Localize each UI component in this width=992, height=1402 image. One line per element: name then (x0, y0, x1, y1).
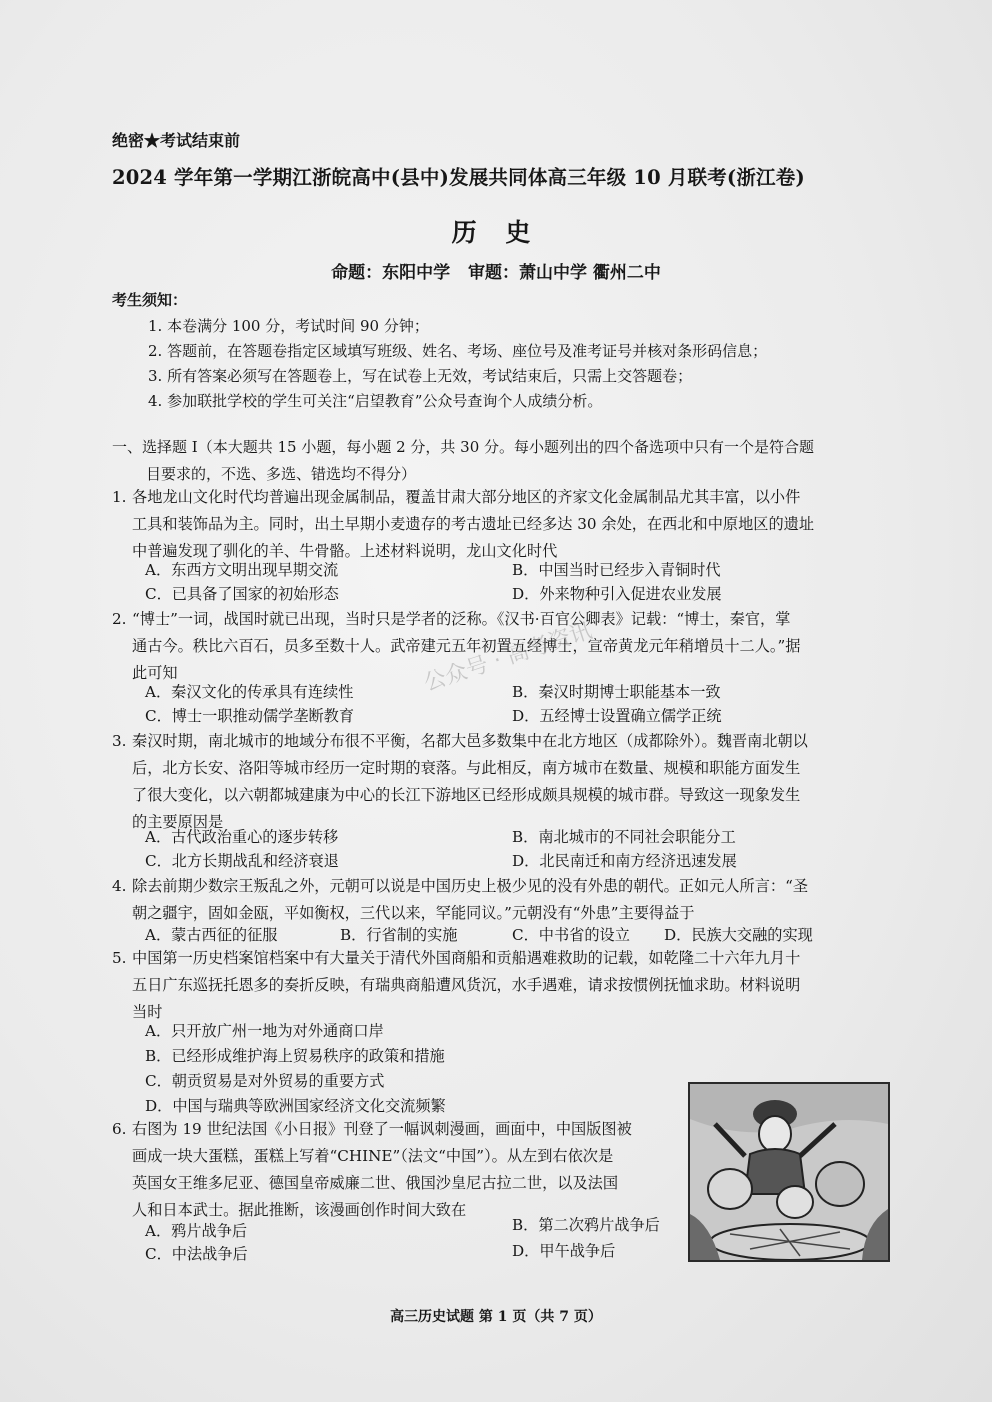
page-footer: 高三历史试题 第 1 页（共 7 页） (390, 1309, 602, 1325)
cartoon-illustration (690, 1084, 888, 1260)
watermark: 公众号 · 高考资讯 (421, 618, 596, 697)
option-a: A．古代政治重心的逐步转移 (145, 828, 339, 846)
question-text: 工具和装饰品为主。同时，出土早期小麦遗存的考古遗址已经多达 30 余处，在西北和中原地区的遗址 (132, 515, 815, 533)
question-1 (112, 484, 882, 565)
question-number: 3. (112, 732, 127, 750)
option-c: C．中法战争后 (145, 1245, 248, 1263)
option-a: A．蒙古西征的征服 (145, 926, 278, 944)
question-text: 中国第一历史档案馆档案中有大量关于清代外国商船和贡船遇难救助的记载，如乾隆二十六年九月十 (132, 949, 801, 967)
question-number: 6. (112, 1120, 127, 1138)
section-heading-line2: 目要求的，不选、多选、错选均不得分） (146, 465, 417, 483)
notice-heading: 考生须知： (112, 291, 188, 309)
question-number: 5. (112, 949, 127, 967)
question-number: 1. (112, 488, 127, 506)
option-c: C．博士一职推动儒学垄断教育 (145, 707, 355, 725)
question-text: 后，北方长安、洛阳等城市经历一定时期的衰落。与此相反，南方城市在数量、规模和职能方面发生 (132, 759, 801, 777)
question-4 (112, 873, 882, 927)
satirical-cartoon-image (688, 1082, 890, 1262)
option-d: D．中国与瑞典等欧洲国家经济文化交流频繁 (145, 1097, 446, 1115)
question-text: 中普遍发现了驯化的羊、牛骨骼。上述材料说明，龙山文化时代 (132, 542, 558, 560)
notice-item: 2. 答题前，在答题卷指定区域填写班级、姓名、考场、座位号及准考证号并核对条形码信息； (148, 342, 768, 360)
subject-title: 历 史 (451, 218, 541, 247)
section-heading (112, 434, 814, 488)
question-text: 右图为 19 世纪法国《小日报》刊登了一幅讽刺漫画，画面中，中国版图被 (132, 1120, 632, 1138)
option-c: C．北方长期战乱和经济衰退 (145, 852, 339, 870)
option-d: D．民族大交融的实现 (664, 926, 813, 944)
reviewer: 审题：萧山中学 衢州二中 (468, 263, 661, 283)
option-d: D．北民南迁和南方经济迅速发展 (512, 852, 737, 870)
option-a: A．鸦片战争后 (145, 1222, 248, 1240)
question-5 (112, 945, 882, 1026)
confidential-label: 绝密★考试结束前 (112, 131, 241, 150)
question-text: 了很大变化，以六朝都城建康为中心的长江下游地区已经形成颇具规模的城市群。导致这一现象发生 (132, 786, 801, 804)
question-text: “博士”一词，战国时就已出现，当时只是学者的泛称。《汉书·百官公卿表》记载：“博士，秦官，掌 (132, 610, 791, 628)
question-3 (112, 728, 882, 836)
exam-title: 2024 学年第一学期江浙皖高中(县中)发展共同体高三年级 10 月联考(浙江卷) (112, 166, 805, 189)
setter: 命题：东阳中学 (331, 263, 451, 283)
question-text: 的主要原因是 (132, 813, 224, 831)
question-text: 通古今。秩比六百石，员多至数十人。武帝建元五年初置五经博士，宣帝黄龙元年稍增员十二人。”据 (132, 637, 801, 655)
question-6 (112, 1116, 672, 1224)
question-text: 秦汉时期，南北城市的地域分布很不平衡，名都大邑多数集中在北方地区（成都除外）。魏晋南北朝以 (132, 732, 808, 750)
option-d: D．外来物种引入促进农业发展 (512, 585, 722, 603)
option-c: C．已具备了国家的初始形态 (145, 585, 339, 603)
question-text: 五日广东巡抚托恩多的奏折反映，有瑞典商船遭风货沉，水手遇难，请求按惯例抚恤求助。材料说明 (132, 976, 801, 994)
question-text: 人和日本武士。据此推断，该漫画创作时间大致在 (132, 1201, 467, 1219)
notice-item: 3. 所有答案必须写在答题卷上，写在试卷上无效，考试结束后，只需上交答题卷； (148, 367, 693, 385)
authors-line (0, 258, 992, 283)
question-text: 当时 (132, 1003, 163, 1021)
question-number: 2. (112, 610, 127, 628)
option-d: D．五经博士设置确立儒学正统 (512, 707, 722, 725)
option-b: B．第二次鸦片战争后 (512, 1216, 660, 1234)
option-b: B．中国当时已经步入青铜时代 (512, 561, 721, 579)
option-a: A．秦汉文化的传承具有连续性 (145, 683, 354, 701)
question-text: 画成一块大蛋糕，蛋糕上写着“CHINE”（法文“中国”）。从左到右依次是 (132, 1147, 614, 1165)
question-text: 英国女王维多尼亚、德国皇帝威廉二世、俄国沙皇尼古拉二世，以及法国 (132, 1174, 618, 1192)
option-b: B．南北城市的不同社会职能分工 (512, 828, 736, 846)
question-text: 除去前期少数宗王叛乱之外，元朝可以说是中国历史上极少见的没有外患的朝代。正如元人所言：“圣 (132, 877, 809, 895)
option-b: B．行省制的实施 (340, 926, 458, 944)
option-d: D．甲午战争后 (512, 1242, 616, 1260)
notice-item: 1. 本卷满分 100 分，考试时间 90 分钟； (148, 317, 429, 335)
option-c: C．朝贡贸易是对外贸易的重要方式 (145, 1072, 385, 1090)
option-b: B．已经形成维护海上贸易秩序的政策和措施 (145, 1047, 445, 1065)
notice-item: 4. 参加联批学校的学生可关注“启望教育”公众号查询个人成绩分析。 (148, 392, 603, 410)
question-text: 此可知 (132, 664, 178, 682)
option-a: A．只开放广州一地为对外通商口岸 (145, 1022, 384, 1040)
option-a: A．东西方文明出现早期交流 (145, 561, 339, 579)
section-heading-line1: 一、选择题 I（本大题共 15 小题，每小题 2 分，共 30 分。每小题列出的四个备选项中只有一个是符合题 (112, 438, 815, 456)
question-text: 朝之疆宇，固如金瓯，平如衡权，三代以来，罕能同议。”元朝没有“外患”主要得益于 (132, 904, 695, 922)
question-text: 各地龙山文化时代均普遍出现金属制品，覆盖甘肃大部分地区的齐家文化金属制品尤其丰富，以小件 (132, 488, 801, 506)
question-number: 4. (112, 877, 127, 895)
option-b: B．秦汉时期博士职能基本一致 (512, 683, 721, 701)
option-c: C．中书省的设立 (512, 926, 630, 944)
